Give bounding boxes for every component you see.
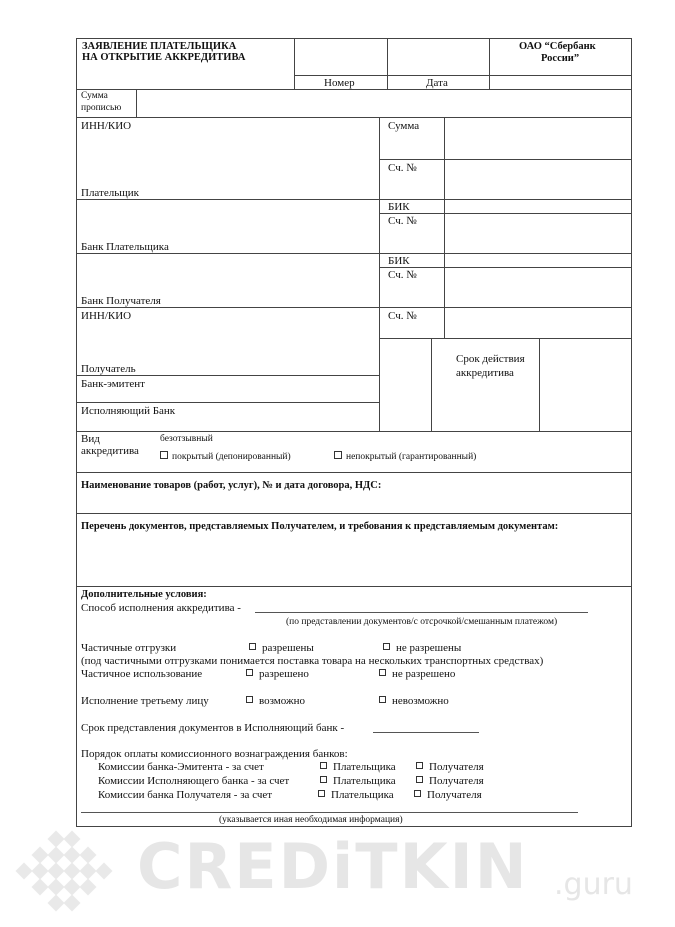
comm-payee-bank-payer[interactable]: Плательщика — [318, 789, 394, 801]
payee-input[interactable] — [77, 308, 378, 374]
partial-use-allowed-checkbox[interactable] — [246, 669, 253, 676]
lc-type-label-1: Вид — [81, 433, 100, 445]
bank-name-line1: ОАО “Сбербанк — [519, 41, 596, 52]
irrevocable-label: безотзывный — [160, 434, 213, 444]
sum-label: Сумма — [388, 120, 420, 132]
uncovered-option[interactable]: непокрытый (гарантированный) — [334, 451, 476, 463]
comm-issuing-payee[interactable]: Получателя — [416, 761, 484, 773]
documents-title: Перечень документов, представляемых Получателем, и требования к представляемым документам: — [81, 521, 559, 532]
watermark-suffix: .guru — [554, 867, 633, 902]
payer-label: Плательщик — [81, 187, 139, 199]
payee-label: Получатель — [81, 363, 136, 375]
uncovered-checkbox[interactable] — [334, 451, 342, 459]
comm-issuing-label: Комиссии банка-Эмитента - за счет — [98, 761, 264, 773]
payer-account-label: Сч. № — [388, 162, 417, 174]
other-info-hint: (указывается иная необходимая информация) — [219, 815, 403, 825]
amount-words-label-2: прописью — [81, 103, 122, 113]
payer-bank-bik-label: БИК — [388, 201, 410, 213]
third-party-label: Исполнение третьему лицу — [81, 695, 209, 707]
validity-label-1: Срок действия — [456, 353, 525, 365]
partial-shipments-label: Частичные отгрузки — [81, 642, 177, 654]
issuing-bank-label: Банк-эмитент — [81, 378, 145, 390]
comm-issuing-payer[interactable]: Плательщика — [320, 761, 396, 773]
validity-label-2: аккредитива — [456, 367, 514, 379]
lc-type-label-2: аккредитива — [81, 445, 139, 457]
conditions-title: Дополнительные условия: — [81, 589, 207, 600]
comm-issuing-payer-checkbox[interactable] — [320, 762, 327, 769]
bank-name-line2: России” — [541, 53, 580, 64]
third-party-impossible[interactable]: невозможно — [379, 695, 449, 707]
deadline-input[interactable] — [373, 732, 479, 733]
comm-executing-payer-checkbox[interactable] — [320, 776, 327, 783]
sum-input[interactable] — [445, 118, 631, 158]
payer-inn-label: ИНН/КИО — [81, 120, 132, 132]
payer-bank-account-label: Сч. № — [388, 215, 417, 227]
payer-bank-input[interactable] — [77, 200, 378, 252]
comm-payee-bank-payee-checkbox[interactable] — [414, 790, 421, 797]
comm-payee-bank-label: Комиссии банка Получателя - за счет — [98, 789, 273, 801]
diamond-logo-icon — [0, 815, 150, 927]
partial-use-label: Частичное использование — [81, 668, 203, 680]
third-party-possible-checkbox[interactable] — [246, 696, 253, 703]
date-label: Дата — [426, 77, 448, 89]
payer-input[interactable] — [77, 118, 378, 198]
payee-bank-label: Банк Получателя — [81, 295, 161, 307]
goods-input[interactable] — [77, 494, 631, 512]
partial-shipments-not-allowed[interactable]: не разрешены — [383, 642, 461, 654]
covered-checkbox[interactable] — [160, 451, 168, 459]
partial-shipments-note: (под частичными отгрузками понимается поставка товара на нескольких транспортных средствах) — [81, 655, 544, 667]
documents-input[interactable] — [77, 535, 631, 585]
comm-executing-payee[interactable]: Получателя — [416, 775, 484, 787]
amount-words-label-1: Сумма — [81, 91, 108, 101]
comm-payee-bank-payee[interactable]: Получателя — [414, 789, 482, 801]
partial-shipments-not-allowed-checkbox[interactable] — [383, 643, 390, 650]
goods-title: Наименование товаров (работ, услуг), № и дата договора, НДС: — [81, 480, 382, 491]
method-input[interactable] — [255, 612, 588, 613]
payer-bank-label: Банк Плательщика — [81, 241, 169, 253]
comm-executing-payer[interactable]: Плательщика — [320, 775, 396, 787]
validity-input[interactable] — [540, 339, 631, 430]
payee-inn-label: ИНН/КИО — [81, 310, 132, 322]
partial-use-not-allowed-checkbox[interactable] — [379, 669, 386, 676]
payee-bank-account-label: Сч. № — [388, 269, 417, 281]
amount-words-input[interactable] — [137, 90, 631, 116]
covered-option[interactable]: покрытый (депонированный) — [160, 451, 291, 463]
third-party-impossible-checkbox[interactable] — [379, 696, 386, 703]
payee-bank-input[interactable] — [77, 254, 378, 306]
payer-account-input[interactable] — [445, 160, 631, 198]
watermark-brand: CREDiTKIN — [137, 830, 529, 903]
comm-executing-label: Комиссии Исполняющего банка - за счет — [98, 775, 290, 787]
comm-executing-payee-checkbox[interactable] — [416, 776, 423, 783]
third-party-possible[interactable]: возможно — [246, 695, 305, 707]
comm-payee-bank-payer-checkbox[interactable] — [318, 790, 325, 797]
method-label: Способ исполнения аккредитива - — [81, 602, 241, 614]
partial-shipments-allowed[interactable]: разрешены — [249, 642, 314, 654]
executing-bank-label: Исполняющий Банк — [81, 405, 176, 417]
comm-issuing-payee-checkbox[interactable] — [416, 762, 423, 769]
date-input[interactable] — [388, 39, 488, 74]
form-title-line2: НА ОТКРЫТИЕ АККРЕДИТИВА — [82, 52, 246, 63]
payee-account-label: Сч. № — [388, 310, 417, 322]
form-title-line1: ЗАЯВЛЕНИЕ ПЛАТЕЛЬЩИКА — [82, 41, 237, 52]
other-info-input[interactable] — [81, 812, 578, 813]
deadline-label: Срок представления документов в Исполняющий банк - — [81, 722, 345, 734]
commission-title: Порядок оплаты комиссионного вознаграждения банков: — [81, 748, 348, 760]
number-input[interactable] — [295, 39, 386, 74]
partial-use-allowed[interactable]: разрешено — [246, 668, 309, 680]
number-label: Номер — [324, 77, 355, 89]
payee-bank-bik-label: БИК — [388, 255, 410, 267]
partial-shipments-allowed-checkbox[interactable] — [249, 643, 256, 650]
method-hint: (по представлении документов/с отсрочкой/смешанным платежом) — [286, 617, 558, 627]
partial-use-not-allowed[interactable]: не разрешено — [379, 668, 455, 680]
